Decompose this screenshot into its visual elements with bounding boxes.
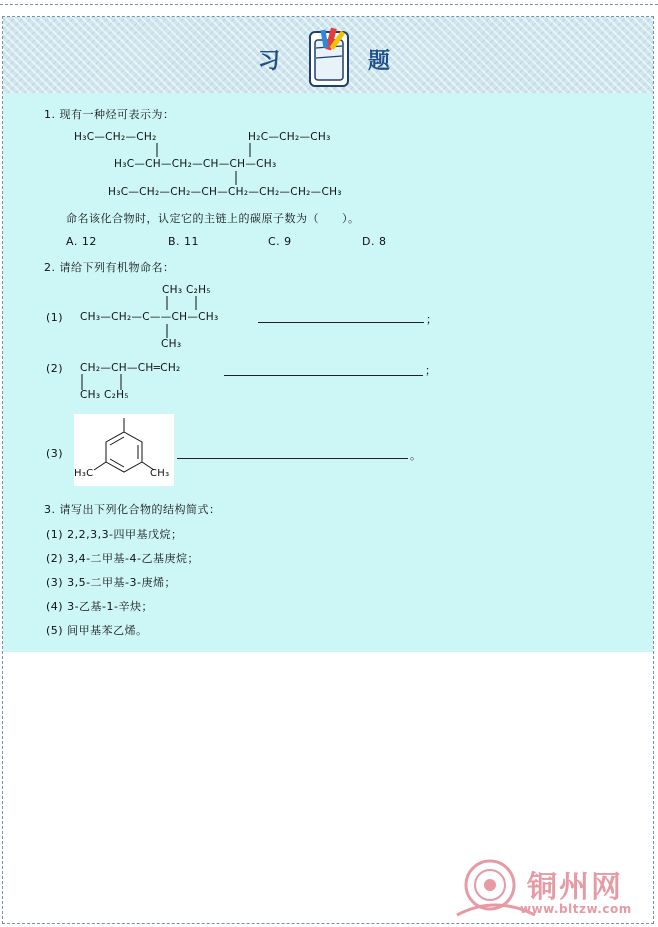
q2-part1-number: (1) bbox=[46, 311, 64, 324]
title-char-right: 题 bbox=[368, 48, 391, 74]
q2-part2-end: ； bbox=[425, 364, 437, 377]
q2-part2-main-chain: CH₂—CH—CH═CH₂ bbox=[80, 362, 181, 374]
q1-line1-left: H₃C—CH₂—CH₂ bbox=[74, 131, 157, 143]
q1-option-a: A. 12 bbox=[66, 235, 97, 248]
q2-part2-number: (2) bbox=[46, 362, 64, 375]
q3-item-2: (2) 3,4-二甲基-4-乙基庚烷； bbox=[46, 552, 199, 565]
q3-item-3: (3) 3,5-二甲基-3-庚烯； bbox=[46, 576, 176, 589]
q2-part1-main-chain: CH₃—CH₂—C——CH—CH₃ bbox=[80, 311, 219, 323]
title-char-left: 习 bbox=[258, 48, 281, 74]
q2-part2-answer-line bbox=[224, 375, 423, 376]
watermark-name: 铜州网 bbox=[527, 870, 623, 905]
q3-item-5: (5) 间甲基苯乙烯。 bbox=[46, 624, 148, 637]
q2-part1-substituent-bottom: CH₃ bbox=[161, 338, 182, 350]
q2-part1-end: ； bbox=[426, 313, 438, 326]
q1-option-b: B. 11 bbox=[168, 235, 200, 248]
q1-line3: H₃C—CH₂—CH₂—CH—CH₂—CH₂—CH₂—CH₃ bbox=[108, 186, 342, 198]
q1-prompt: 命名该化合物时，认定它的主链上的碳原子数为（ ）。 bbox=[66, 212, 360, 225]
q1-stem: 1. 现有一种烃可表示为： bbox=[44, 108, 175, 121]
q1-line1-right: H₂C—CH₂—CH₃ bbox=[248, 131, 331, 143]
q1-option-d: D. 8 bbox=[362, 235, 387, 248]
q2-part1-answer-line bbox=[258, 322, 424, 323]
mesitylene-right-label: CH₃ bbox=[150, 468, 170, 479]
q1-option-c: C. 9 bbox=[268, 235, 292, 248]
watermark-url: www.bltzw.com bbox=[520, 902, 632, 916]
q2-part2-substituents-bottom: CH₃ C₂H₅ bbox=[80, 389, 129, 401]
q2-part3-number: (3) bbox=[46, 447, 64, 460]
mesitylene-left-label: H₃C bbox=[74, 468, 94, 479]
q2-part3-end: 。 bbox=[410, 449, 422, 462]
q2-part3-answer-line bbox=[177, 458, 408, 459]
q2-stem: 2. 请给下列有机物命名： bbox=[44, 261, 175, 274]
q3-item-1: (1) 2,2,3,3-四甲基戊烷； bbox=[46, 528, 183, 541]
q2-part1-substituents-top: CH₃ C₂H₅ bbox=[162, 284, 211, 296]
q3-stem: 3. 请写出下列化合物的结构简式： bbox=[44, 503, 221, 516]
q1-bonds bbox=[0, 0, 658, 300]
q1-line2: H₃C—CH—CH₂—CH—CH—CH₃ bbox=[114, 158, 277, 170]
q3-item-4: (4) 3-乙基-1-辛炔； bbox=[46, 600, 153, 613]
